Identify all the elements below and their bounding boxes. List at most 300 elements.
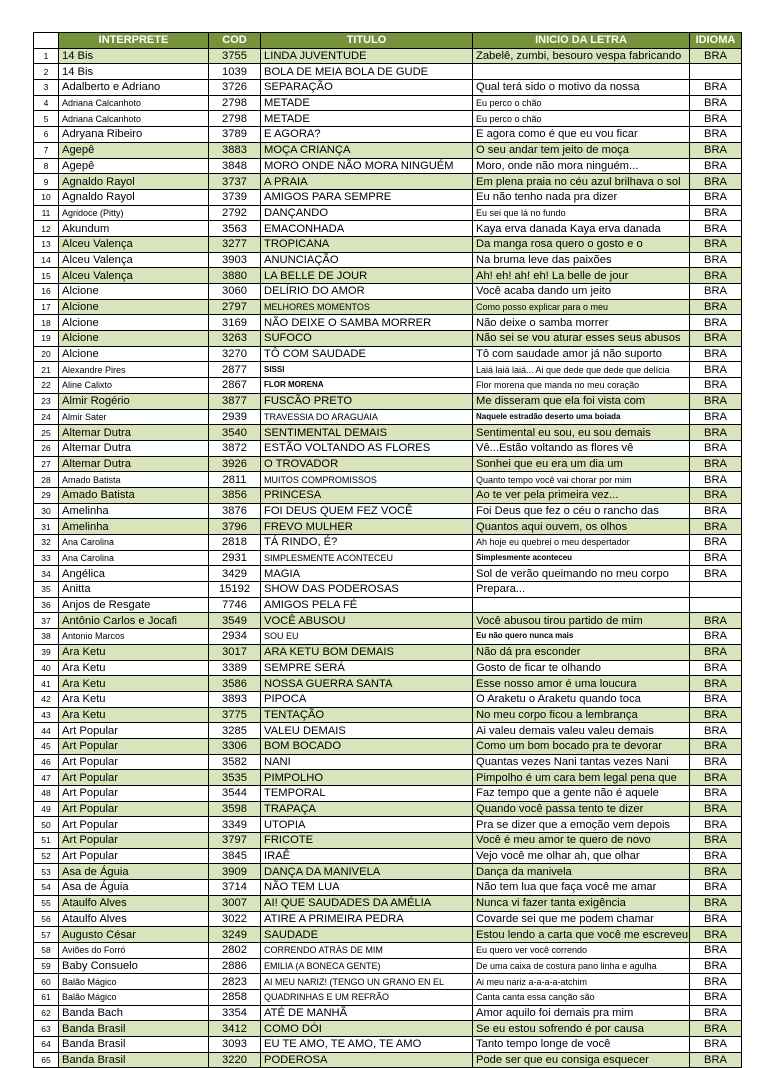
- interprete-cell[interactable]: Altemar Dutra: [59, 456, 209, 472]
- header-idioma[interactable]: IDIOMA: [690, 33, 742, 49]
- titulo-cell[interactable]: PRINCESA: [261, 487, 473, 503]
- interprete-cell[interactable]: Alceu Valença: [59, 252, 209, 268]
- titulo-cell[interactable]: PIPOCA: [261, 691, 473, 707]
- idioma-cell[interactable]: BRA: [690, 362, 742, 378]
- idioma-cell[interactable]: BRA: [690, 676, 742, 692]
- idioma-cell[interactable]: BRA: [690, 817, 742, 833]
- cod-cell[interactable]: 3797: [209, 833, 261, 849]
- idioma-cell[interactable]: BRA: [690, 723, 742, 739]
- interprete-cell[interactable]: Antonio Marcos: [59, 629, 209, 645]
- row-number-cell[interactable]: 64: [34, 1037, 59, 1053]
- letra-cell[interactable]: Foi Deus que fez o céu o rancho das: [473, 503, 690, 519]
- idioma-cell[interactable]: BRA: [690, 786, 742, 802]
- letra-cell[interactable]: Tô com saudade amor já não suporto: [473, 346, 690, 362]
- cod-cell[interactable]: 3270: [209, 346, 261, 362]
- titulo-cell[interactable]: AI MEU NARIZ! (TENGO UN GRANO EN EL: [261, 974, 473, 990]
- interprete-cell[interactable]: Alceu Valença: [59, 268, 209, 284]
- letra-cell[interactable]: Moro, onde não mora ninguém...: [473, 158, 690, 174]
- idioma-cell[interactable]: BRA: [690, 895, 742, 911]
- letra-cell[interactable]: Não deixe o samba morrer: [473, 315, 690, 331]
- interprete-cell[interactable]: Ara Ketu: [59, 691, 209, 707]
- idioma-cell[interactable]: BRA: [690, 801, 742, 817]
- interprete-cell[interactable]: Art Popular: [59, 817, 209, 833]
- letra-cell[interactable]: Não tem lua que faça você me amar: [473, 880, 690, 896]
- letra-cell[interactable]: Eu quero ver você correndo: [473, 942, 690, 958]
- titulo-cell[interactable]: FRICOTE: [261, 833, 473, 849]
- titulo-cell[interactable]: TENTAÇÃO: [261, 707, 473, 723]
- row-number-cell[interactable]: 4: [34, 95, 59, 111]
- interprete-cell[interactable]: Art Popular: [59, 833, 209, 849]
- letra-cell[interactable]: O seu andar tem jeito de moça: [473, 142, 690, 158]
- cod-cell[interactable]: 3909: [209, 864, 261, 880]
- cod-cell[interactable]: 3022: [209, 911, 261, 927]
- row-number-cell[interactable]: 43: [34, 707, 59, 723]
- row-number-cell[interactable]: 33: [34, 550, 59, 566]
- row-number-cell[interactable]: 31: [34, 519, 59, 535]
- cod-cell[interactable]: 2818: [209, 535, 261, 551]
- idioma-cell[interactable]: BRA: [690, 770, 742, 786]
- letra-cell[interactable]: [473, 597, 690, 613]
- idioma-cell[interactable]: BRA: [690, 456, 742, 472]
- letra-cell[interactable]: Ai meu nariz a-a-a-a-atchim: [473, 974, 690, 990]
- titulo-cell[interactable]: AI! QUE SAUDADES DA AMÉLIA: [261, 895, 473, 911]
- row-number-cell[interactable]: 42: [34, 691, 59, 707]
- row-number-cell[interactable]: 27: [34, 456, 59, 472]
- cod-cell[interactable]: 2858: [209, 989, 261, 1005]
- cod-cell[interactable]: 3726: [209, 80, 261, 96]
- cod-cell[interactable]: 2877: [209, 362, 261, 378]
- cod-cell[interactable]: 3389: [209, 660, 261, 676]
- cod-cell[interactable]: 2811: [209, 472, 261, 488]
- titulo-cell[interactable]: DELÍRIO DO AMOR: [261, 284, 473, 300]
- idioma-cell[interactable]: BRA: [690, 927, 742, 943]
- interprete-cell[interactable]: Amado Batista: [59, 487, 209, 503]
- cod-cell[interactable]: 3883: [209, 142, 261, 158]
- cod-cell[interactable]: 3848: [209, 158, 261, 174]
- row-number-cell[interactable]: 44: [34, 723, 59, 739]
- letra-cell[interactable]: Esse nosso amor é uma loucura: [473, 676, 690, 692]
- titulo-cell[interactable]: ATÉ DE MANHÃ: [261, 1005, 473, 1021]
- titulo-cell[interactable]: NÃO TEM LUA: [261, 880, 473, 896]
- idioma-cell[interactable]: BRA: [690, 660, 742, 676]
- row-number-cell[interactable]: 49: [34, 801, 59, 817]
- interprete-cell[interactable]: Almir Sater: [59, 409, 209, 425]
- header-cod[interactable]: COD: [209, 33, 261, 49]
- row-number-cell[interactable]: 17: [34, 299, 59, 315]
- row-number-cell[interactable]: 55: [34, 895, 59, 911]
- letra-cell[interactable]: Prepara...: [473, 582, 690, 598]
- letra-cell[interactable]: Quanto tempo você vai chorar por mim: [473, 472, 690, 488]
- cod-cell[interactable]: 3598: [209, 801, 261, 817]
- interprete-cell[interactable]: Agnaldo Rayol: [59, 174, 209, 190]
- idioma-cell[interactable]: BRA: [690, 833, 742, 849]
- idioma-cell[interactable]: BRA: [690, 284, 742, 300]
- letra-cell[interactable]: Flor morena que manda no meu coração: [473, 378, 690, 394]
- row-number-cell[interactable]: 46: [34, 754, 59, 770]
- idioma-cell[interactable]: BRA: [690, 738, 742, 754]
- interprete-cell[interactable]: Banda Bach: [59, 1005, 209, 1021]
- row-number-cell[interactable]: 29: [34, 487, 59, 503]
- idioma-cell[interactable]: BRA: [690, 221, 742, 237]
- titulo-cell[interactable]: METADE: [261, 111, 473, 127]
- cod-cell[interactable]: 3354: [209, 1005, 261, 1021]
- cod-cell[interactable]: 3739: [209, 189, 261, 205]
- letra-cell[interactable]: Pimpolho é um cara bem legal pena que: [473, 770, 690, 786]
- letra-cell[interactable]: Ai valeu demais valeu valeu demais: [473, 723, 690, 739]
- interprete-cell[interactable]: Art Popular: [59, 754, 209, 770]
- titulo-cell[interactable]: FOI DEUS QUEM FEZ VOCÊ: [261, 503, 473, 519]
- interprete-cell[interactable]: Altemar Dutra: [59, 440, 209, 456]
- row-number-cell[interactable]: 22: [34, 378, 59, 394]
- interprete-cell[interactable]: Ataulfo Alves: [59, 911, 209, 927]
- titulo-cell[interactable]: SIMPLESMENTE ACONTECEU: [261, 550, 473, 566]
- idioma-cell[interactable]: BRA: [690, 1052, 742, 1068]
- interprete-cell[interactable]: Adryana Ribeiro: [59, 127, 209, 143]
- letra-cell[interactable]: Pode ser que eu consiga esquecer: [473, 1052, 690, 1068]
- titulo-cell[interactable]: MAGIA: [261, 566, 473, 582]
- row-number-cell[interactable]: 51: [34, 833, 59, 849]
- row-number-cell[interactable]: 62: [34, 1005, 59, 1021]
- titulo-cell[interactable]: CORRENDO ATRÁS DE MIM: [261, 942, 473, 958]
- idioma-cell[interactable]: BRA: [690, 440, 742, 456]
- row-number-cell[interactable]: 3: [34, 80, 59, 96]
- titulo-cell[interactable]: TROPICANA: [261, 236, 473, 252]
- row-number-cell[interactable]: 23: [34, 393, 59, 409]
- titulo-cell[interactable]: SEPARAÇÃO: [261, 80, 473, 96]
- interprete-cell[interactable]: Ara Ketu: [59, 707, 209, 723]
- letra-cell[interactable]: Você abusou tirou partido de mim: [473, 613, 690, 629]
- cod-cell[interactable]: 3429: [209, 566, 261, 582]
- interprete-cell[interactable]: Art Popular: [59, 848, 209, 864]
- idioma-cell[interactable]: BRA: [690, 974, 742, 990]
- titulo-cell[interactable]: BOLA DE MEIA BOLA DE GUDE: [261, 64, 473, 80]
- titulo-cell[interactable]: ANUNCIAÇÃO: [261, 252, 473, 268]
- row-number-cell[interactable]: 58: [34, 942, 59, 958]
- cod-cell[interactable]: 3755: [209, 48, 261, 64]
- cod-cell[interactable]: 3880: [209, 268, 261, 284]
- interprete-cell[interactable]: Art Popular: [59, 801, 209, 817]
- titulo-cell[interactable]: TRAVESSIA DO ARAGUAIA: [261, 409, 473, 425]
- row-number-cell[interactable]: 15: [34, 268, 59, 284]
- row-number-cell[interactable]: 61: [34, 989, 59, 1005]
- idioma-cell[interactable]: BRA: [690, 613, 742, 629]
- titulo-cell[interactable]: MOÇA CRIANÇA: [261, 142, 473, 158]
- row-number-cell[interactable]: 20: [34, 346, 59, 362]
- titulo-cell[interactable]: FUSCÃO PRETO: [261, 393, 473, 409]
- letra-cell[interactable]: Qual terá sido o motivo da nossa: [473, 80, 690, 96]
- titulo-cell[interactable]: QUADRINHAS E UM REFRÃO: [261, 989, 473, 1005]
- titulo-cell[interactable]: SEMPRE SERÁ: [261, 660, 473, 676]
- cod-cell[interactable]: 3007: [209, 895, 261, 911]
- cod-cell[interactable]: 2798: [209, 111, 261, 127]
- interprete-cell[interactable]: Ara Ketu: [59, 644, 209, 660]
- cod-cell[interactable]: 3169: [209, 315, 261, 331]
- idioma-cell[interactable]: BRA: [690, 174, 742, 190]
- letra-cell[interactable]: Quantos aqui ouvem, os olhos: [473, 519, 690, 535]
- idioma-cell[interactable]: BRA: [690, 205, 742, 221]
- titulo-cell[interactable]: NÃO DEIXE O SAMBA MORRER: [261, 315, 473, 331]
- interprete-cell[interactable]: Agepê: [59, 142, 209, 158]
- row-number-cell[interactable]: 1: [34, 48, 59, 64]
- cod-cell[interactable]: 3893: [209, 691, 261, 707]
- idioma-cell[interactable]: [690, 64, 742, 80]
- letra-cell[interactable]: Kaya erva danada Kaya erva danada: [473, 221, 690, 237]
- interprete-cell[interactable]: Banda Brasil: [59, 1021, 209, 1037]
- row-number-cell[interactable]: 37: [34, 613, 59, 629]
- row-number-cell[interactable]: 38: [34, 629, 59, 645]
- interprete-cell[interactable]: Alcione: [59, 315, 209, 331]
- row-number-cell[interactable]: 8: [34, 158, 59, 174]
- letra-cell[interactable]: Vejo você me olhar ah, que olhar: [473, 848, 690, 864]
- interprete-cell[interactable]: Alcione: [59, 346, 209, 362]
- titulo-cell[interactable]: A PRAIA: [261, 174, 473, 190]
- row-number-cell[interactable]: 30: [34, 503, 59, 519]
- interprete-cell[interactable]: Amelinha: [59, 503, 209, 519]
- cod-cell[interactable]: 1039: [209, 64, 261, 80]
- row-number-cell[interactable]: 25: [34, 425, 59, 441]
- idioma-cell[interactable]: BRA: [690, 503, 742, 519]
- interprete-cell[interactable]: Asa de Águia: [59, 864, 209, 880]
- interprete-cell[interactable]: Alcione: [59, 299, 209, 315]
- titulo-cell[interactable]: SOU EU: [261, 629, 473, 645]
- cod-cell[interactable]: 3249: [209, 927, 261, 943]
- letra-cell[interactable]: De uma caixa de costura pano linha e agulha: [473, 958, 690, 974]
- row-number-cell[interactable]: 24: [34, 409, 59, 425]
- idioma-cell[interactable]: BRA: [690, 111, 742, 127]
- idioma-cell[interactable]: BRA: [690, 95, 742, 111]
- idioma-cell[interactable]: BRA: [690, 331, 742, 347]
- letra-cell[interactable]: Não sei se vou aturar esses seus abusos: [473, 331, 690, 347]
- row-number-cell[interactable]: 6: [34, 127, 59, 143]
- cod-cell[interactable]: 3535: [209, 770, 261, 786]
- row-number-cell[interactable]: 5: [34, 111, 59, 127]
- letra-cell[interactable]: No meu corpo ficou a lembrança: [473, 707, 690, 723]
- cod-cell[interactable]: 3412: [209, 1021, 261, 1037]
- row-number-cell[interactable]: 39: [34, 644, 59, 660]
- idioma-cell[interactable]: BRA: [690, 1005, 742, 1021]
- titulo-cell[interactable]: METADE: [261, 95, 473, 111]
- row-number-cell[interactable]: 54: [34, 880, 59, 896]
- letra-cell[interactable]: Covarde sei que me podem chamar: [473, 911, 690, 927]
- row-number-cell[interactable]: 52: [34, 848, 59, 864]
- letra-cell[interactable]: Não dá pra esconder: [473, 644, 690, 660]
- idioma-cell[interactable]: BRA: [690, 1037, 742, 1053]
- letra-cell[interactable]: Você acaba dando um jeito: [473, 284, 690, 300]
- titulo-cell[interactable]: TRAPAÇA: [261, 801, 473, 817]
- letra-cell[interactable]: Naquele estradão deserto uma boiada: [473, 409, 690, 425]
- row-number-cell[interactable]: 63: [34, 1021, 59, 1037]
- row-number-cell[interactable]: 41: [34, 676, 59, 692]
- cod-cell[interactable]: 3563: [209, 221, 261, 237]
- idioma-cell[interactable]: BRA: [690, 880, 742, 896]
- interprete-cell[interactable]: Adalberto e Adriano: [59, 80, 209, 96]
- titulo-cell[interactable]: MELHORES MOMENTOS: [261, 299, 473, 315]
- titulo-cell[interactable]: LA BELLE DE JOUR: [261, 268, 473, 284]
- interprete-cell[interactable]: Art Popular: [59, 786, 209, 802]
- titulo-cell[interactable]: IRAÊ: [261, 848, 473, 864]
- titulo-cell[interactable]: SHOW DAS PODEROSAS: [261, 582, 473, 598]
- interprete-cell[interactable]: Akundum: [59, 221, 209, 237]
- cod-cell[interactable]: 3306: [209, 738, 261, 754]
- idioma-cell[interactable]: BRA: [690, 911, 742, 927]
- cod-cell[interactable]: 2886: [209, 958, 261, 974]
- titulo-cell[interactable]: TÔ COM SAUDADE: [261, 346, 473, 362]
- letra-cell[interactable]: Sol de verão queimando no meu corpo: [473, 566, 690, 582]
- titulo-cell[interactable]: DANÇA DA MANIVELA: [261, 864, 473, 880]
- idioma-cell[interactable]: BRA: [690, 393, 742, 409]
- letra-cell[interactable]: Como um bom bocado pra te devorar: [473, 738, 690, 754]
- letra-cell[interactable]: Canta canta essa canção são: [473, 989, 690, 1005]
- cod-cell[interactable]: 3549: [209, 613, 261, 629]
- interprete-cell[interactable]: Agepê: [59, 158, 209, 174]
- row-number-cell[interactable]: 59: [34, 958, 59, 974]
- titulo-cell[interactable]: ESTÃO VOLTANDO AS FLORES: [261, 440, 473, 456]
- row-number-cell[interactable]: 35: [34, 582, 59, 598]
- letra-cell[interactable]: Eu não quero nunca mais: [473, 629, 690, 645]
- cod-cell[interactable]: 15192: [209, 582, 261, 598]
- interprete-cell[interactable]: Ana Carolina: [59, 535, 209, 551]
- interprete-cell[interactable]: Art Popular: [59, 770, 209, 786]
- row-number-cell[interactable]: 53: [34, 864, 59, 880]
- idioma-cell[interactable]: BRA: [690, 189, 742, 205]
- cod-cell[interactable]: 3540: [209, 425, 261, 441]
- interprete-cell[interactable]: Angélica: [59, 566, 209, 582]
- cod-cell[interactable]: 3926: [209, 456, 261, 472]
- titulo-cell[interactable]: FLOR MORENA: [261, 378, 473, 394]
- idioma-cell[interactable]: [690, 597, 742, 613]
- letra-cell[interactable]: Eu perco o chão: [473, 95, 690, 111]
- letra-cell[interactable]: Estou lendo a carta que você me escreveu: [473, 927, 690, 943]
- interprete-cell[interactable]: Banda Brasil: [59, 1037, 209, 1053]
- letra-cell[interactable]: Na bruma leve das paixões: [473, 252, 690, 268]
- row-number-cell[interactable]: 26: [34, 440, 59, 456]
- cod-cell[interactable]: 2802: [209, 942, 261, 958]
- titulo-cell[interactable]: SUFOCO: [261, 331, 473, 347]
- idioma-cell[interactable]: BRA: [690, 535, 742, 551]
- letra-cell[interactable]: [473, 64, 690, 80]
- letra-cell[interactable]: Vê...Estão voltando as flores vê: [473, 440, 690, 456]
- cod-cell[interactable]: 3060: [209, 284, 261, 300]
- cod-cell[interactable]: 3582: [209, 754, 261, 770]
- titulo-cell[interactable]: LINDA JUVENTUDE: [261, 48, 473, 64]
- interprete-cell[interactable]: 14 Bis: [59, 48, 209, 64]
- cod-cell[interactable]: 2792: [209, 205, 261, 221]
- titulo-cell[interactable]: AMIGOS PARA SEMPRE: [261, 189, 473, 205]
- interprete-cell[interactable]: Banda Brasil: [59, 1052, 209, 1068]
- cod-cell[interactable]: 3903: [209, 252, 261, 268]
- interprete-cell[interactable]: Art Popular: [59, 738, 209, 754]
- cod-cell[interactable]: 3586: [209, 676, 261, 692]
- cod-cell[interactable]: 2931: [209, 550, 261, 566]
- letra-cell[interactable]: Pra se dizer que a emoção vem depois: [473, 817, 690, 833]
- idioma-cell[interactable]: BRA: [690, 864, 742, 880]
- row-number-cell[interactable]: 12: [34, 221, 59, 237]
- titulo-cell[interactable]: SISSI: [261, 362, 473, 378]
- cod-cell[interactable]: 2934: [209, 629, 261, 645]
- titulo-cell[interactable]: FREVO MULHER: [261, 519, 473, 535]
- row-number-cell[interactable]: 60: [34, 974, 59, 990]
- cod-cell[interactable]: 3263: [209, 331, 261, 347]
- cod-cell[interactable]: 2798: [209, 95, 261, 111]
- row-number-cell[interactable]: 28: [34, 472, 59, 488]
- titulo-cell[interactable]: BOM BOCADO: [261, 738, 473, 754]
- interprete-cell[interactable]: Agridoce (Pitty): [59, 205, 209, 221]
- row-number-cell[interactable]: 36: [34, 597, 59, 613]
- interprete-cell[interactable]: Aviões do Forró: [59, 942, 209, 958]
- letra-cell[interactable]: Quantas vezes Nani tantas vezes Nani: [473, 754, 690, 770]
- interprete-cell[interactable]: Anitta: [59, 582, 209, 598]
- titulo-cell[interactable]: ARA KETU BOM DEMAIS: [261, 644, 473, 660]
- idioma-cell[interactable]: BRA: [690, 346, 742, 362]
- interprete-cell[interactable]: Balão Mágico: [59, 974, 209, 990]
- cod-cell[interactable]: 3876: [209, 503, 261, 519]
- cod-cell[interactable]: 7746: [209, 597, 261, 613]
- interprete-cell[interactable]: Alcione: [59, 284, 209, 300]
- titulo-cell[interactable]: SENTIMENTAL DEMAIS: [261, 425, 473, 441]
- cod-cell[interactable]: 3789: [209, 127, 261, 143]
- idioma-cell[interactable]: BRA: [690, 425, 742, 441]
- row-number-cell[interactable]: 2: [34, 64, 59, 80]
- titulo-cell[interactable]: TÁ RINDO, É?: [261, 535, 473, 551]
- row-number-cell[interactable]: 11: [34, 205, 59, 221]
- titulo-cell[interactable]: VOCÊ ABUSOU: [261, 613, 473, 629]
- cod-cell[interactable]: 2939: [209, 409, 261, 425]
- idioma-cell[interactable]: BRA: [690, 1021, 742, 1037]
- titulo-cell[interactable]: COMO DÓI: [261, 1021, 473, 1037]
- row-number-cell[interactable]: 48: [34, 786, 59, 802]
- idioma-cell[interactable]: BRA: [690, 519, 742, 535]
- interprete-cell[interactable]: Antônio Carlos e Jocafi: [59, 613, 209, 629]
- titulo-cell[interactable]: MORO ONDE NÃO MORA NINGUÉM: [261, 158, 473, 174]
- idioma-cell[interactable]: BRA: [690, 629, 742, 645]
- letra-cell[interactable]: Sonhei que eu era um dia um: [473, 456, 690, 472]
- letra-cell[interactable]: Simplesmente aconteceu: [473, 550, 690, 566]
- cod-cell[interactable]: 3544: [209, 786, 261, 802]
- titulo-cell[interactable]: DANÇANDO: [261, 205, 473, 221]
- idioma-cell[interactable]: BRA: [690, 707, 742, 723]
- letra-cell[interactable]: Quando você passa tento te dizer: [473, 801, 690, 817]
- row-number-cell[interactable]: 50: [34, 817, 59, 833]
- letra-cell[interactable]: Zabelê, zumbi, besouro vespa fabricando: [473, 48, 690, 64]
- row-number-cell[interactable]: 10: [34, 189, 59, 205]
- interprete-cell[interactable]: Asa de Águia: [59, 880, 209, 896]
- interprete-cell[interactable]: Amelinha: [59, 519, 209, 535]
- interprete-cell[interactable]: Almir Rogério: [59, 393, 209, 409]
- idioma-cell[interactable]: BRA: [690, 550, 742, 566]
- titulo-cell[interactable]: NOSSA GUERRA SANTA: [261, 676, 473, 692]
- letra-cell[interactable]: Nunca vi fazer tanta exigência: [473, 895, 690, 911]
- row-number-cell[interactable]: 56: [34, 911, 59, 927]
- idioma-cell[interactable]: BRA: [690, 942, 742, 958]
- interprete-cell[interactable]: Ataulfo Alves: [59, 895, 209, 911]
- row-number-cell[interactable]: 47: [34, 770, 59, 786]
- cod-cell[interactable]: 3220: [209, 1052, 261, 1068]
- row-number-cell[interactable]: 7: [34, 142, 59, 158]
- cod-cell[interactable]: 2823: [209, 974, 261, 990]
- titulo-cell[interactable]: NANI: [261, 754, 473, 770]
- interprete-cell[interactable]: Alceu Valença: [59, 236, 209, 252]
- idioma-cell[interactable]: BRA: [690, 848, 742, 864]
- letra-cell[interactable]: Se eu estou sofrendo é por causa: [473, 1021, 690, 1037]
- idioma-cell[interactable]: BRA: [690, 754, 742, 770]
- titulo-cell[interactable]: O TROVADOR: [261, 456, 473, 472]
- titulo-cell[interactable]: PIMPOLHO: [261, 770, 473, 786]
- titulo-cell[interactable]: PODEROSA: [261, 1052, 473, 1068]
- letra-cell[interactable]: Ah hoje eu quebrei o meu despertador: [473, 535, 690, 551]
- letra-cell[interactable]: Eu sei que lá no fundo: [473, 205, 690, 221]
- interprete-cell[interactable]: Ana Carolina: [59, 550, 209, 566]
- idioma-cell[interactable]: BRA: [690, 299, 742, 315]
